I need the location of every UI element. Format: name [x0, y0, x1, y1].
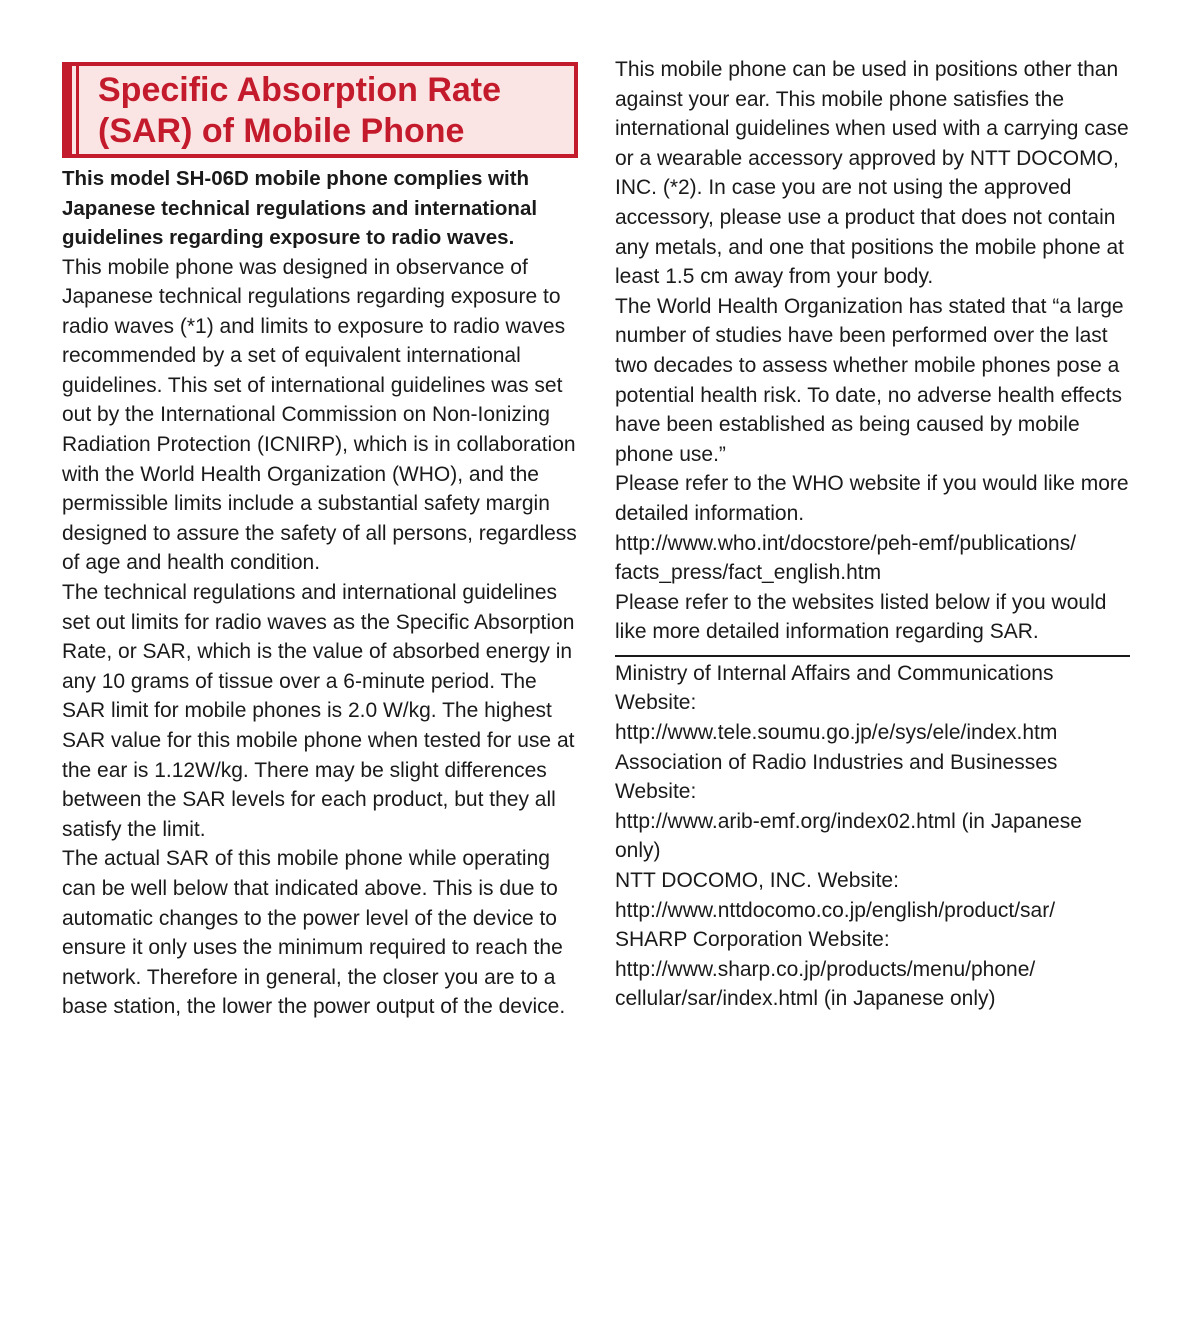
design-paragraph: This mobile phone was designed in observance of Japanese technical regulations regarding exposure to radio waves (*1) and limits to exposure to radio waves recommended by a set of equivalent international guidelines. This set of international guidelines was set out by the International Commission on Non-Ionizing Radiation Protection (ICNIRP), which is in collaboration with the World Health Organization (WHO), and the permissible limits include a substantial safety margin designed to assure the safety of all persons, regardless of age and health condition. — [62, 255, 577, 575]
who-refer-paragraph: Please refer to the WHO website if you would like more detailed information. — [615, 472, 1129, 525]
page-title-line-2: (SAR) of Mobile Phone — [98, 112, 465, 150]
sharp-site-url-line-2[interactable]: cellular/sar/index.html (in Japanese only) — [615, 987, 996, 1011]
docomo-site-url[interactable]: http://www.nttdocomo.co.jp/english/product/sar/ — [615, 898, 1056, 922]
compliance-statement — [62, 164, 578, 253]
body-positions-paragraph: This mobile phone can be used in positions other than against your ear. This mobile phone satisfies the international guidelines when used with a carrying case or a wearable accessory approved by NTT DOCOMO, INC. (*2). In case you are not using the approved accessory, please use a product that does not contain any metals, and one that positions the mobile phone at least 1.5 cm away from your body. — [615, 58, 1129, 289]
right-column — [615, 55, 1130, 1014]
who-url-line-1[interactable]: http://www.who.int/docstore/peh-emf/publications/ — [615, 531, 1077, 555]
section-title-box — [62, 62, 578, 158]
sar-limit-paragraph: The technical regulations and international guidelines set out limits for radio waves as the Specific Absorption Rate, or SAR, which is the value of absorbed energy in any 10 grams of tissue over a 6-minute period. The SAR limit for mobile phones is 2.0 W/kg. The highest SAR value for this mobile phone when tested for use at the ear is 1.12W/kg. There may be slight differences between the SAR levels for each product, but they all satisfy the limit. — [62, 581, 575, 841]
page-title-line-1: Specific Absorption Rate — [98, 71, 502, 109]
actual-sar-paragraph: The actual SAR of this mobile phone while operating can be well below that indicated above. This is due to automatic changes to the power level of the device to ensure it only uses the minimum required to reach the network. Therefore in general, the closer you are to a base station, the lower the power output of the device. — [62, 847, 566, 1019]
mic-site-url[interactable]: http://www.tele.soumu.go.jp/e/sys/ele/index.htm — [615, 721, 1058, 745]
lead-suffix: mobile phone complies with Japanese technical regulations and international guidelines regarding exposure to radio waves. — [62, 167, 538, 249]
arib-site-label: Association of Radio Industries and Businesses Website: — [615, 750, 1058, 804]
docomo-site-label: NTT DOCOMO, INC. Website: — [615, 869, 899, 893]
arib-site-url[interactable]: http://www.arib-emf.org/index02.html (in Japanese only) — [615, 809, 1082, 863]
who-statement-paragraph: The World Health Organization has stated that “a large number of studies have been performed over the last two decades to assess whether mobile phones pose a potential health risk. To date, no adverse health effects have been established as being caused by mobile phone use.” — [615, 294, 1124, 466]
section-divider — [615, 655, 1130, 657]
sharp-site-url-line-1[interactable]: http://www.sharp.co.jp/products/menu/phone/ — [615, 957, 1036, 981]
left-column — [62, 62, 578, 1022]
lead-prefix: This model — [62, 167, 171, 190]
sharp-site-label: SHARP Corporation Website: — [615, 928, 890, 952]
model-number: SH-06D — [175, 167, 249, 190]
refer-sites-paragraph: Please refer to the websites listed below if you would like more detailed information regarding SAR. — [615, 590, 1107, 644]
title-accent-rule — [76, 66, 79, 154]
who-url-line-2[interactable]: facts_press/fact_english.htm — [615, 561, 882, 585]
mic-site-label: Ministry of Internal Affairs and Communications Website: — [615, 661, 1054, 715]
